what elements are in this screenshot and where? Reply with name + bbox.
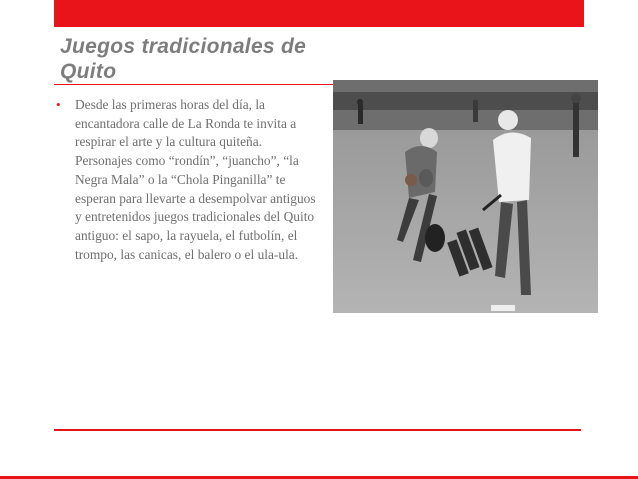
bullet-item <box>56 96 318 264</box>
slide-title: Juegos tradicionales de Quito <box>60 35 307 83</box>
bullet-text: Desde las primeras horas del día, la encantadora calle de La Ronda te invita a respirar el arte y la cultura quiteña. Personajes como “rondín”, “juancho”, “la Negra Mala” o la “Chola Pinganilla” te esperan para llevarte a desempolvar antiguos y entretenidos juegos tradicionales del Quito antiguo: el sapo, la rayuela, el futbolín, el trompo, las canicas, el balero o el ula-ula. <box>75 97 316 262</box>
top-accent-bar <box>54 0 584 27</box>
photo-illustration <box>333 80 598 313</box>
street-games-photo <box>333 80 598 313</box>
title-underline <box>54 84 334 85</box>
bottom-accent-line <box>54 429 581 431</box>
bullet-marker: • <box>56 97 61 112</box>
